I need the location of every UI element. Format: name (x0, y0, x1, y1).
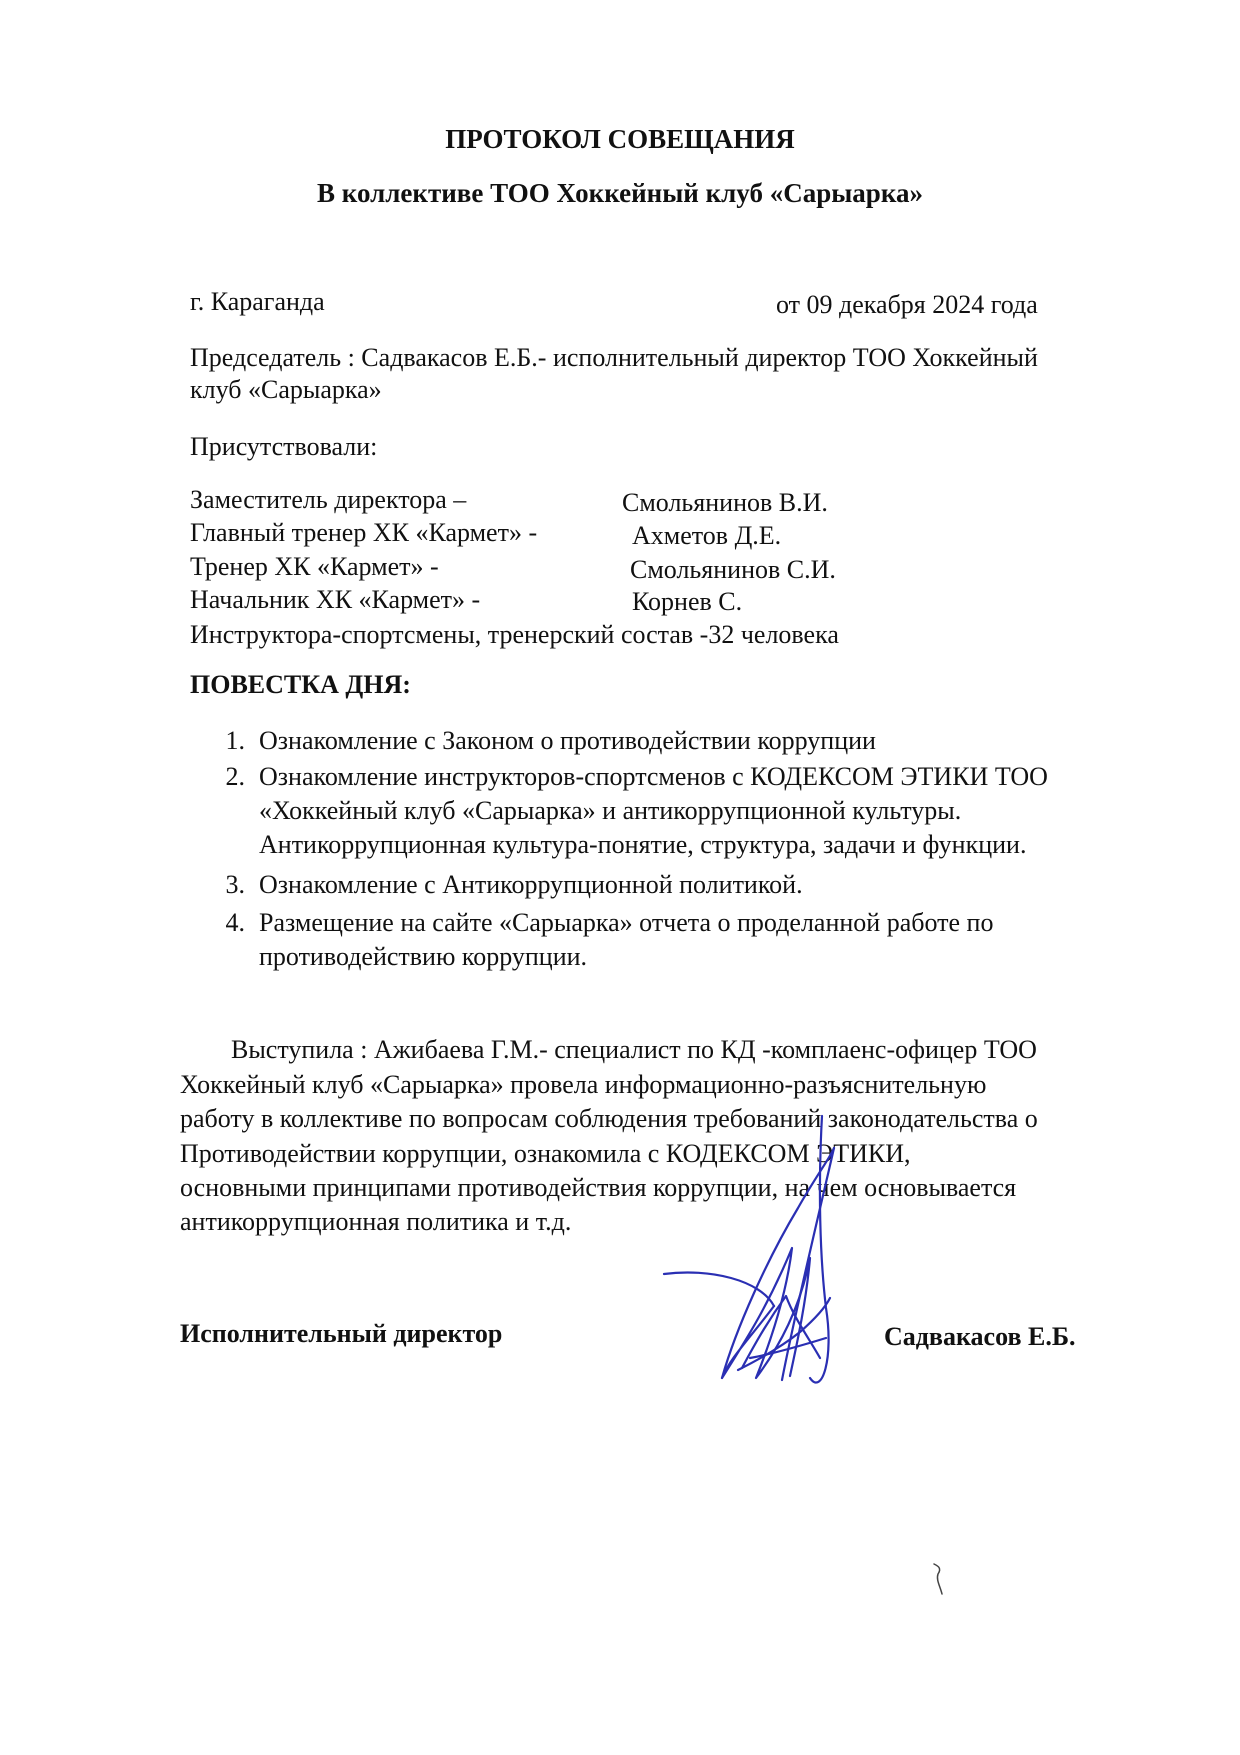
speech-line: Хоккейный клуб «Сарыарка» провела информационно-разъяснительную (180, 1070, 987, 1099)
signature-icon (650, 1108, 880, 1408)
document-date: от 09 декабря 2024 года (776, 290, 1038, 319)
agenda-heading: ПОВЕСТКА ДНЯ: (190, 670, 411, 699)
city: г. Караганда (190, 287, 325, 316)
agenda-item-text: противодействию коррупции. (259, 942, 588, 971)
agenda-item-text: Антикоррупционная культура-понятие, структура, задачи и функции. (259, 830, 1027, 859)
agenda-item-text: Ознакомление с Законом о противодействии коррупции (259, 726, 876, 755)
attendee-name: Смольянинов В.И. (622, 488, 828, 517)
speech-line: антикоррупционная политика и т.д. (180, 1207, 572, 1236)
speech-line: работу в коллективе по вопросам соблюдения требований законодательства о (180, 1104, 1038, 1133)
agenda-item-text: Ознакомление инструкторов-спортсменов с КОДЕКСОМ ЭТИКИ ТОО (259, 762, 1048, 791)
attendee-name: Корнев С. (632, 587, 743, 616)
speech-line: Выступила : Ажибаева Г.М.- специалист по КД -комплаенс-офицер ТОО (231, 1035, 1037, 1064)
signatory-name: Садвакасов Е.Б. (884, 1322, 1076, 1351)
agenda-item-number: 3. (225, 870, 245, 899)
chairman-line-1: Председатель : Садвакасов Е.Б.- исполнительный директор ТОО Хоккейный (190, 343, 1038, 372)
document-title: ПРОТОКОЛ СОВЕЩАНИЯ (445, 124, 795, 154)
speech-line: Противодействии коррупции, ознакомила с КОДЕКСОМ ЭТИКИ, (180, 1139, 911, 1168)
present-label: Присутствовали: (190, 432, 378, 461)
instructors-line: Инструктора-спортсмены, тренерский состав -32 человека (190, 620, 839, 649)
pen-mark-icon (930, 1560, 950, 1600)
attendee-role: Заместитель директора – (190, 485, 467, 514)
attendee-role: Начальник ХК «Кармет» - (190, 585, 481, 614)
agenda-item-text: Размещение на сайте «Сарыарка» отчета о проделанной работе по (259, 908, 994, 937)
agenda-item-number: 1. (225, 726, 245, 755)
document-subtitle: В коллективе ТОО Хоккейный клуб «Сарыарка» (317, 178, 923, 208)
signatory-title: Исполнительный директор (180, 1319, 503, 1348)
chairman-line-2: клуб «Сарыарка» (190, 375, 382, 404)
attendee-name: Ахметов Д.Е. (632, 521, 782, 550)
agenda-item-text: Ознакомление с Антикоррупционной политикой. (259, 870, 803, 899)
agenda-item-number: 4. (225, 908, 245, 937)
attendee-role: Тренер ХК «Кармет» - (190, 552, 439, 581)
attendee-role: Главный тренер ХК «Кармет» - (190, 518, 538, 547)
agenda-item-text: «Хоккейный клуб «Сарыарка» и антикоррупционной культуры. (259, 796, 962, 825)
attendee-name: Смольянинов С.И. (630, 555, 836, 584)
agenda-item-number: 2. (225, 762, 245, 791)
speech-line: основными принципами противодействия коррупции, на чем основывается (180, 1173, 1017, 1202)
